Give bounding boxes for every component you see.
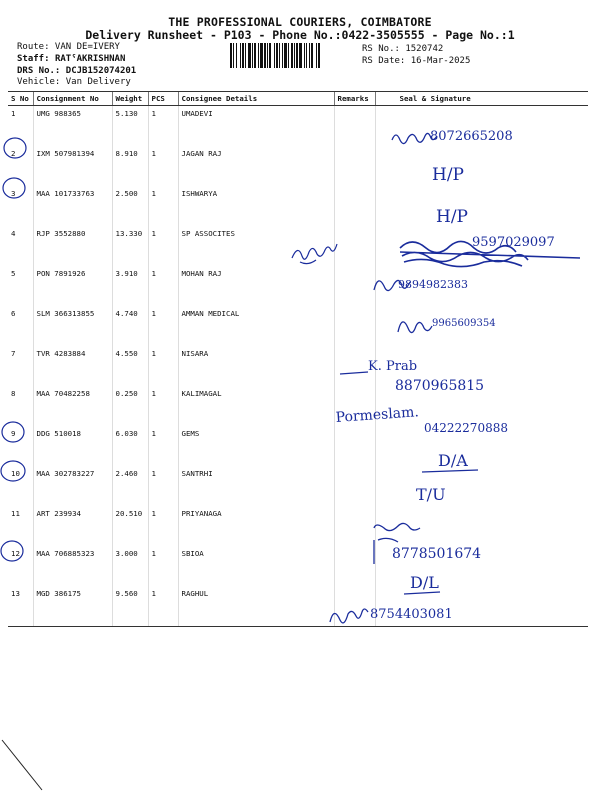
row-signature (375, 466, 588, 506)
handwriting-row6: 9965609354 (432, 318, 496, 329)
route-text: Route: VAN DE=IVERY (17, 42, 120, 52)
handwriting-row5: 9894982383 (398, 278, 468, 291)
row-signature (375, 146, 588, 186)
table-row (8, 466, 588, 506)
row-sno: 2 (11, 149, 16, 158)
row-pcs: 1 (148, 186, 178, 226)
barcode-bar (284, 43, 287, 68)
barcode-bar (264, 43, 266, 68)
row-weight: 5.130 (112, 106, 148, 147)
row-weight: 2.460 (112, 466, 148, 506)
barcode-bar (242, 43, 244, 68)
row-signature (375, 266, 588, 306)
table-row (8, 146, 588, 186)
row-remarks (334, 466, 375, 506)
table-header-row (8, 92, 588, 106)
barcode-bar (282, 43, 283, 68)
row-remarks (334, 146, 375, 186)
row-sno: 8 (11, 389, 16, 398)
row-consignee: RAGHUL (178, 586, 334, 627)
row-pcs: 1 (148, 226, 178, 266)
row-sno: 11 (11, 509, 20, 518)
row-remarks (334, 306, 375, 346)
row-consignee: MOHAN RAJ (178, 266, 334, 306)
barcode-bar (260, 43, 263, 68)
col-weight: Weight (112, 92, 148, 106)
handwriting-row10: D/A (438, 451, 468, 470)
row-signature (375, 386, 588, 426)
runsheet-table (8, 91, 588, 627)
company-title: THE PROFESSIONAL COURIERS, COIMBATORE (168, 15, 432, 29)
row-signature (375, 306, 588, 346)
row-pcs: 1 (148, 106, 178, 147)
barcode-bar (291, 43, 293, 68)
row-signature (375, 106, 588, 147)
row-pcs: 1 (148, 426, 178, 466)
barcode-bar (252, 43, 253, 68)
row-weight: 13.330 (112, 226, 148, 266)
table-row (8, 426, 588, 466)
row-weight: 3.910 (112, 266, 148, 306)
row-sno: 5 (11, 269, 16, 278)
row-weight: 20.510 (112, 506, 148, 546)
row-consignment: MAA 302783227 (33, 466, 112, 506)
table-row (8, 106, 588, 147)
row-signature (375, 426, 588, 466)
handwriting-row12-phone: 8778501674 (392, 546, 482, 562)
handwriting-row12b: D/L (410, 573, 439, 592)
row-pcs: 1 (148, 586, 178, 627)
barcode-bar (267, 43, 268, 68)
table-row (8, 306, 588, 346)
barcode-bar (296, 43, 298, 68)
barcode-bar (309, 43, 310, 68)
col-consignment: Consignment No (33, 92, 112, 106)
row-remarks (334, 426, 375, 466)
barcode-bar (279, 43, 280, 68)
row-sno: 4 (11, 229, 16, 238)
row-remarks (334, 106, 375, 147)
row-sno: 9 (11, 429, 16, 438)
handwriting-row9-name: Pormeslam. (335, 404, 420, 426)
row-consignee: PRIYANAGA (178, 506, 334, 546)
row-consignment: DDG 510018 (33, 426, 112, 466)
row-pcs: 1 (148, 306, 178, 346)
table-row (8, 226, 588, 266)
row-consignment: IXM 507981394 (33, 146, 112, 186)
row-pcs: 1 (148, 506, 178, 546)
vehicle-text: Vehicle: Van Delivery (17, 77, 131, 87)
row-weight: 9.560 (112, 586, 148, 627)
handwriting-row4-phone: 9597029097 (472, 235, 555, 250)
row-weight: 4.740 (112, 306, 148, 346)
barcode-bar (288, 43, 289, 68)
row-sno: 1 (11, 109, 16, 118)
barcode-bar (299, 43, 302, 68)
staff-value: RATˤAKRISHNAN (54, 54, 126, 64)
handwriting-row3: H/P (436, 207, 468, 227)
runsheet-subtitle: Delivery Runsheet - P103 - Phone No.:0422-3505555 - Page No.:1 (85, 28, 515, 42)
row-consignee: AMMAN MEDICAL (178, 306, 334, 346)
rs-number: RS No.: 1520742 (362, 44, 444, 54)
row-weight: 6.030 (112, 426, 148, 466)
row-remarks (334, 506, 375, 546)
col-remarks: Remarks (334, 92, 375, 106)
barcode-bar (311, 43, 313, 68)
handwriting-row10b: T/U (416, 485, 446, 504)
staff-line (17, 53, 125, 65)
row-consignment: MAA 101733763 (33, 186, 112, 226)
row-remarks (334, 546, 375, 586)
row-weight: 2.500 (112, 186, 148, 226)
row-pcs: 1 (148, 146, 178, 186)
row-sno: 6 (11, 309, 16, 318)
barcode-bar (233, 43, 234, 68)
col-signature: Seal & Signature (375, 92, 588, 106)
row-sno: 7 (11, 349, 16, 358)
drs-label: DRS No.: (17, 66, 61, 76)
table-row (8, 346, 588, 386)
row-pcs: 1 (148, 346, 178, 386)
handwriting-row13-phone: 8754403081 (370, 607, 453, 622)
handwriting-row9-phone: 04222270888 (424, 421, 508, 435)
handwriting-row8-name: K. Prab (368, 359, 418, 374)
drs-value: DCJB152074201 (65, 66, 137, 76)
row-remarks (334, 346, 375, 386)
barcode-bar (306, 43, 307, 68)
row-consignee: JAGAN RAJ (178, 146, 334, 186)
row-weight: 4.550 (112, 346, 148, 386)
row-consignee: NISARA (178, 346, 334, 386)
row-signature (375, 506, 588, 546)
row-consignee: KALIMAGAL (178, 386, 334, 426)
row-signature (375, 226, 588, 266)
row-pcs: 1 (148, 466, 178, 506)
barcode-bar (236, 43, 237, 68)
row-consignment: SLM 366313855 (33, 306, 112, 346)
row-weight: 3.000 (112, 546, 148, 586)
row-remarks (334, 226, 375, 266)
page-crease-mark (2, 740, 42, 790)
row-consignment: MGD 386175 (33, 586, 112, 627)
barcode-bar (230, 43, 232, 68)
rs-date: RS Date: 16-Mar-2025 (362, 56, 471, 66)
row-signature (375, 546, 588, 586)
col-sno: S No (8, 92, 33, 106)
row-sno: 13 (8, 586, 33, 627)
row-signature (375, 186, 588, 226)
row-pcs: 1 (148, 546, 178, 586)
row-consignee: UMADEVI (178, 106, 334, 147)
row-consignment: ART 239934 (33, 506, 112, 546)
table-row (8, 266, 588, 306)
barcode-bar (254, 43, 256, 68)
row-pcs: 1 (148, 386, 178, 426)
barcode-bar (258, 43, 259, 68)
table-row (8, 546, 588, 586)
row-sno: 12 (11, 549, 20, 558)
row-consignment: MAA 70482258 (33, 386, 112, 426)
barcode-bar (240, 43, 241, 68)
table-row (8, 386, 588, 426)
row-consignment: TVR 4283884 (33, 346, 112, 386)
table-row (8, 506, 588, 546)
handwriting-row1: 8072665208 (430, 129, 513, 144)
barcode-bar (248, 43, 251, 68)
barcode-bar (304, 43, 305, 68)
barcode-bar (274, 43, 275, 68)
row-consignee: ISHWARYA (178, 186, 334, 226)
staff-label: Staff: (17, 54, 50, 64)
row-consignee: SANTRHI (178, 466, 334, 506)
col-pcs: PCS (148, 92, 178, 106)
barcode-bar (316, 43, 317, 68)
row-consignee: SP ASSOCITES (178, 226, 334, 266)
handwriting-row8-phone: 8870965815 (395, 378, 485, 394)
row-signature (375, 586, 588, 627)
row-remarks (334, 186, 375, 226)
barcode-bar (318, 43, 320, 68)
col-consignee: Consignee Details (178, 92, 334, 106)
row-remarks (334, 266, 375, 306)
row-sno: 3 (11, 189, 16, 198)
table-row (8, 586, 588, 627)
row-remarks (334, 586, 375, 627)
barcode-bar (294, 43, 295, 68)
row-pcs: 1 (148, 266, 178, 306)
barcode-image (230, 43, 357, 68)
row-consignment: PON 7891926 (33, 266, 112, 306)
row-consignee: GEMS (178, 426, 334, 466)
row-consignment: UMG 988365 (33, 106, 112, 147)
table-row (8, 186, 588, 226)
row-consignment: MAA 706885323 (33, 546, 112, 586)
row-sno: 10 (11, 469, 20, 478)
handwriting-row2: H/P (432, 165, 464, 185)
barcode-bar (245, 43, 246, 68)
row-signature (375, 346, 588, 386)
barcode-bar (276, 43, 278, 68)
row-weight: 0.250 (112, 386, 148, 426)
row-consignee: SBIOA (178, 546, 334, 586)
barcode-bar (269, 43, 271, 68)
row-consignment: RJP 3552880 (33, 226, 112, 266)
row-weight: 8.910 (112, 146, 148, 186)
row-remarks (334, 386, 375, 426)
